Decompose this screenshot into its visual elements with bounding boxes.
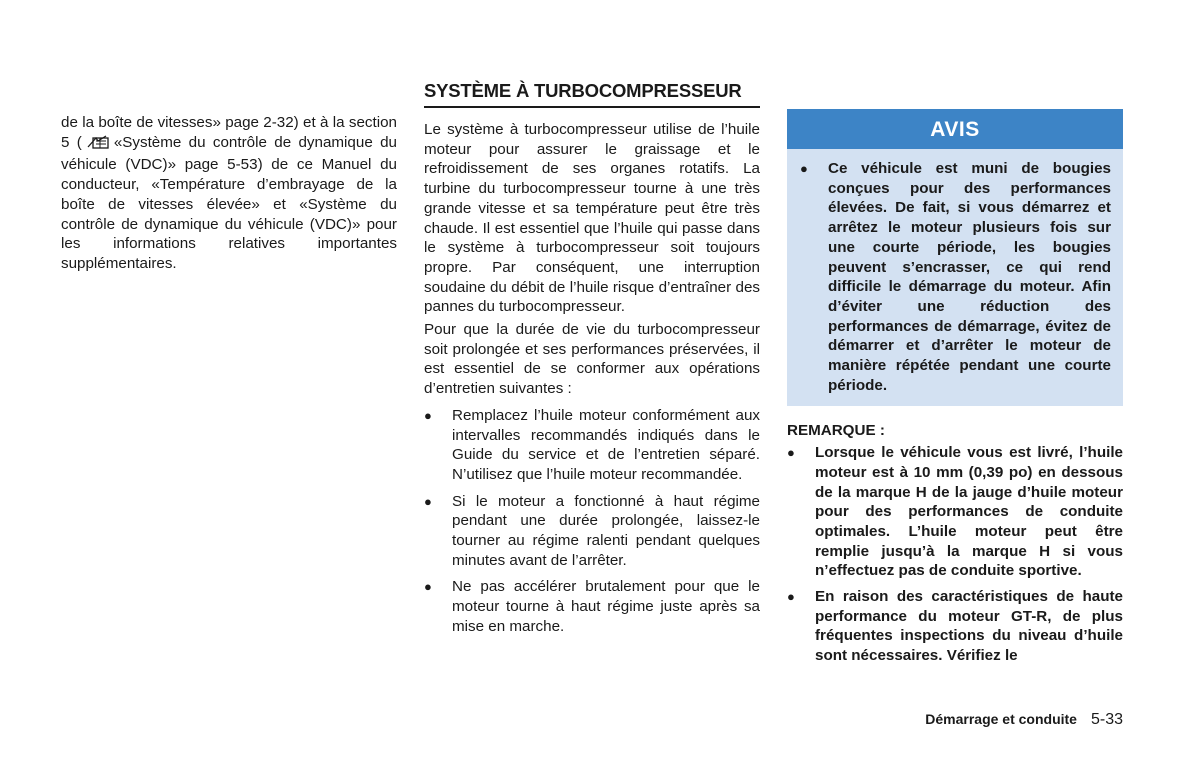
- page-number: 5-33: [1090, 711, 1123, 728]
- manual-reference-icon: [85, 134, 111, 156]
- bullet-icon: ●: [787, 589, 795, 605]
- middle-column: [424, 80, 760, 644]
- maintenance-list: [424, 406, 760, 637]
- turbo-paragraph-1: Le système à turbocompresseur utilise de l’huile moteur pour assurer le graissage et le refroidissement de ses organes rotatifs. La turbine du turbocompresseur tourne à une très grande vitesse et sa température peut être très chaude. Il est essentiel que l’huile qui passe dans le système à turbocompresseur soit toujours propre. Par conséquent, une interruption soudaine du débit de l’huile risque d’entraîner des pannes du turbocompresseur.: [424, 121, 760, 316]
- right-column: [787, 109, 1123, 672]
- left-column: [61, 113, 397, 274]
- bullet-icon: ●: [424, 579, 432, 595]
- list-item: ● Ne pas accélérer brutalement pour que le moteur tourne à haut régime juste après sa mise en marche.: [424, 578, 760, 635]
- list-item: ● Si le moteur a fonctionné à haut régime pendant une durée prolongée, laissez-le tourner au régime ralenti pendant quelques minutes avant de l’arrêter.: [424, 492, 760, 569]
- avis-body: [787, 149, 1123, 395]
- list-item: ● Ce véhicule est muni de bougies conçues pour des performances élevées. De fait, si vous démarrez et arrêtez le moteur plusieurs fois sur une courte période, les bougies peuvent s’encrasser, ce qui rend difficile le démarrage du moteur. Afin d’éviter une réduction des performances de démarrage, évitez de démarrer et d’arrêter le moteur de manière répétée pendant une courte période.: [800, 160, 1111, 394]
- bullet-icon: ●: [800, 161, 808, 176]
- left-text-before-icon: de la boîte de vitesses» page 2-32) et à la section 5 (: [61, 114, 397, 151]
- list-item: ● Remplacez l’huile moteur conformément aux intervalles recommandés indiqués dans le Guide du service et de l’entretien séparé. N’utilisez que l’huile moteur recommandée.: [424, 406, 760, 483]
- remarque-label: REMARQUE :: [787, 422, 885, 440]
- left-text-after-icon: «Système du contrôle de dynamique du véhicule (VDC)» page 5-53) de ce Manuel du conducteur, «Température d’embrayage de la boîte de vitesses élevée» et «Système du contrôle de dynamique du véhicule (VDC)» pour les informations relatives importantes supplémentaires.: [61, 133, 397, 272]
- list-item: ● En raison des caractéristiques de haute performance du moteur GT-R, de plus fréquentes inspections du niveau d’huile sont nécessaires. Vérifiez le: [787, 588, 1123, 665]
- page-footer: [925, 710, 1123, 729]
- section-heading: SYSTÈME À TURBOCOMPRESSEUR: [424, 80, 760, 108]
- left-paragraph: [61, 113, 397, 274]
- remarque-section: [787, 421, 1123, 665]
- list-item: ● Lorsque le véhicule vous est livré, l’huile moteur est à 10 mm (0,39 po) en dessous de la marque H de la jauge d’huile moteur pour des performances de conduite optimales. L’huile moteur peut être remplie jusqu’à la marque H si vous n’effectuez pas de conduite sportive.: [787, 444, 1123, 580]
- turbo-paragraph-2: Pour que la durée de vie du turbocompresseur soit prolongée et ses performances préservées, il est essentiel de se conformer aux opérations d’entretien suivantes :: [424, 321, 760, 398]
- avis-title: AVIS: [787, 109, 1123, 149]
- bullet-icon: ●: [424, 407, 432, 423]
- avis-notice-box: [787, 109, 1123, 406]
- footer-section-title: Démarrage et conduite: [925, 711, 1077, 727]
- bullet-icon: ●: [787, 445, 795, 461]
- bullet-icon: ●: [424, 493, 432, 509]
